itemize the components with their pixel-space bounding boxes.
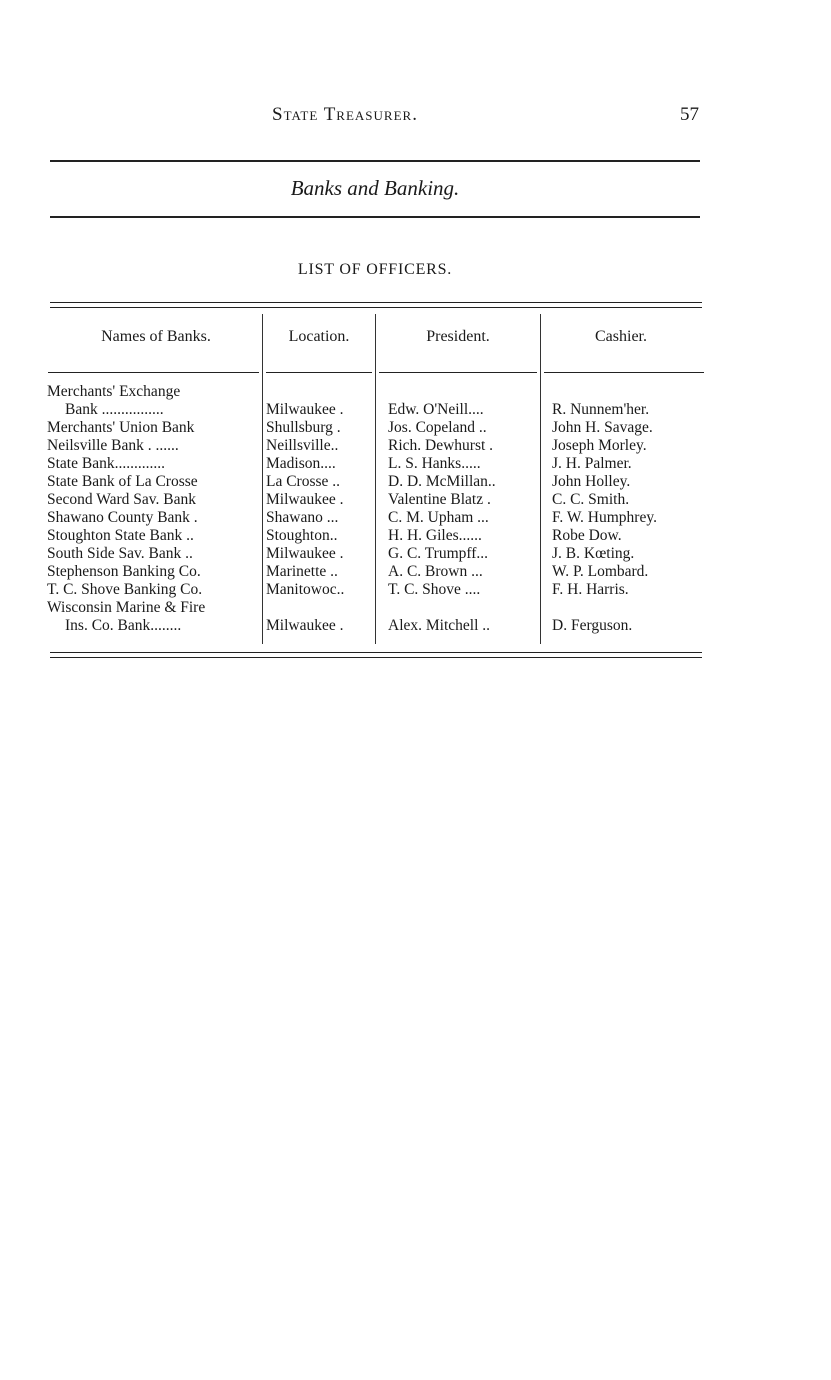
bank-president: C. M. Upham ... <box>388 509 489 526</box>
bank-location: Milwaukee . <box>266 491 344 508</box>
bank-name: State Bank............. <box>47 455 165 472</box>
bank-location: Shawano ... <box>266 509 339 526</box>
bank-location: Milwaukee . <box>266 401 344 418</box>
bank-president: L. S. Hanks..... <box>388 455 481 472</box>
colhead-rule <box>266 372 372 373</box>
bank-name: Neilsville Bank . ...... <box>47 437 179 454</box>
bank-cashier: J. B. Kœting. <box>552 545 635 562</box>
bank-president: A. C. Brown ... <box>388 563 483 580</box>
bank-president: Jos. Copeland .. <box>388 419 487 436</box>
bank-president: Rich. Dewhurst . <box>388 437 494 454</box>
running-head <box>0 104 831 128</box>
bank-location: La Crosse .. <box>266 473 341 490</box>
column-header-name: Names of Banks. <box>101 328 211 345</box>
bank-name: Shawano County Bank . <box>47 509 198 526</box>
bank-name: Second Ward Sav. Bank <box>47 491 196 508</box>
column-header-president: President. <box>426 328 490 345</box>
column-divider <box>375 314 376 644</box>
bank-location: Marinette .. <box>266 563 338 580</box>
bank-name: Merchants' Exchange <box>47 383 181 400</box>
running-head-title: State Treasurer. <box>272 104 418 125</box>
bank-president: T. C. Shove .... <box>388 581 481 598</box>
bank-cashier: C. C. Smith. <box>552 491 630 508</box>
table-bottom-rule-1 <box>50 652 702 653</box>
bank-cashier: Joseph Morley. <box>552 437 647 454</box>
bank-cashier: R. Nunnem'her. <box>552 401 650 418</box>
colhead-rule <box>379 372 537 373</box>
bank-name: T. C. Shove Banking Co. <box>47 581 203 598</box>
bank-location: Milwaukee . <box>266 545 344 562</box>
header-rule-top <box>50 160 700 162</box>
bank-name: Wisconsin Marine & Fire <box>47 599 206 616</box>
column-divider <box>262 314 263 644</box>
bank-location: Madison.... <box>266 455 336 472</box>
column-header-cashier: Cashier. <box>595 328 647 345</box>
bank-cashier: F. H. Harris. <box>552 581 629 598</box>
column-divider <box>540 314 541 644</box>
section-title: Banks and Banking. <box>290 176 460 200</box>
bank-location: Manitowoc.. <box>266 581 345 598</box>
page-number: 57 <box>680 104 699 125</box>
table-bottom-rule-2 <box>50 657 702 658</box>
bank-cashier: W. P. Lombard. <box>552 563 649 580</box>
bank-president: Edw. O'Neill.... <box>388 401 484 418</box>
list-title: LIST OF OFFICERS. <box>297 261 453 278</box>
bank-cashier: F. W. Humphrey. <box>552 509 657 526</box>
bank-name: Stephenson Banking Co. <box>47 563 201 580</box>
bank-name: Merchants' Union Bank <box>47 419 195 436</box>
bank-cashier: D. Ferguson. <box>552 617 633 634</box>
bank-name: South Side Sav. Bank .. <box>47 545 193 562</box>
table-top-rule-2 <box>50 307 702 308</box>
column-header-location: Location. <box>288 328 350 345</box>
bank-president: Valentine Blatz . <box>388 491 491 508</box>
bank-president: G. C. Trumpff... <box>388 545 489 562</box>
bank-president: H. H. Giles...... <box>388 527 482 544</box>
bank-cashier: John H. Savage. <box>552 419 653 436</box>
colhead-rule <box>544 372 704 373</box>
bank-cashier: John Holley. <box>552 473 631 490</box>
bank-cashier: J. H. Palmer. <box>552 455 632 472</box>
table-top-rule-1 <box>50 302 702 303</box>
bank-location: Shullsburg . <box>266 419 341 436</box>
colhead-rule <box>48 372 259 373</box>
bank-location: Neillsville.. <box>266 437 339 454</box>
bank-name: Stoughton State Bank .. <box>47 527 194 544</box>
bank-name: State Bank of La Crosse <box>47 473 198 490</box>
bank-president: D. D. McMillan.. <box>388 473 496 490</box>
bank-cashier: Robe Dow. <box>552 527 622 544</box>
header-rule-bottom <box>50 216 700 218</box>
bank-location: Stoughton.. <box>266 527 338 544</box>
bank-location: Milwaukee . <box>266 617 344 634</box>
bank-president: Alex. Mitchell .. <box>388 617 491 634</box>
bank-name: Bank ................ <box>65 401 164 418</box>
bank-name: Ins. Co. Bank........ <box>65 617 182 634</box>
